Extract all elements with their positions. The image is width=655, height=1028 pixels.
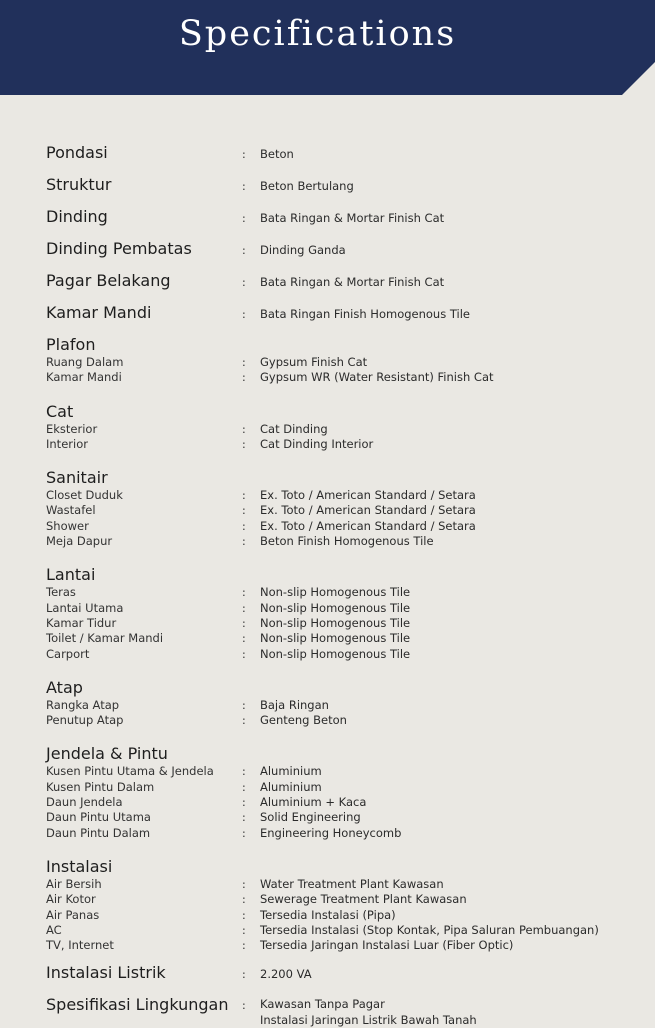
spec-sub-label: Toilet / Kamar Mandi [46,631,164,646]
spec-value: Cat Dinding Interior [260,436,374,451]
page-title: Specifications [178,14,457,54]
group-title: Instalasi [46,856,113,876]
spec-value: Solid Engineering [260,810,361,825]
spec-row-struktur [46,175,626,207]
separator: : [242,308,246,321]
spec-value: Genteng Beton [260,713,347,728]
spec-sub-row [46,908,626,923]
spec-sub-row [46,488,626,503]
spec-sub-label: Kusen Pintu Dalam [46,779,155,794]
spec-label: Pondasi [46,143,108,162]
separator: : [242,586,246,600]
separator: : [242,276,246,289]
spec-sub-row [46,601,626,616]
spec-row-spesifikasi-lingkungan [46,995,626,1027]
spec-value: Kawasan Tanpa Pagar [260,997,385,1012]
spec-sub-row [46,795,626,810]
spec-sub-row [46,826,626,841]
separator: : [242,244,246,257]
separator: : [242,698,246,712]
separator: : [242,968,246,982]
spec-sub-label: Teras [46,585,76,600]
spec-sub-label: Penutup Atap [46,713,124,728]
spec-sub-label: Kusen Pintu Utama & Jendela [46,764,214,779]
spec-value: Aluminium [260,779,322,794]
spec-sub-row [46,355,626,370]
separator: : [242,422,246,436]
spec-value: Beton [260,147,294,161]
spec-sub-label: Air Bersih [46,876,102,891]
group-title: Atap [46,677,83,697]
spec-sub-label: Kamar Tidur [46,615,117,630]
spec-values [260,995,477,1028]
separator: : [242,504,246,518]
spec-value: Non-slip Homogenous Tile [260,631,411,646]
spec-value: Tersedia Instalasi (Pipa) [260,907,396,922]
spec-value: Tersedia Instalasi (Stop Kontak, Pipa Saluran Pembuangan) [260,922,599,937]
separator: : [242,939,246,953]
spec-label: Kamar Mandi [46,303,152,322]
spec-value: Non-slip Homogenous Tile [260,600,411,615]
spec-sub-row [46,810,626,825]
separator: : [242,796,246,810]
separator: : [242,811,246,825]
group-title: Plafon [46,335,96,354]
spec-sub-row [46,616,626,631]
spec-sub-label: Ruang Dalam [46,355,124,369]
spec-sub-label: Kamar Mandi [46,370,122,385]
spec-value: Bata Ringan & Mortar Finish Cat [260,275,445,289]
spec-sub-row [46,422,626,437]
separator: : [242,148,246,161]
spec-sub-label: TV, Internet [46,938,114,953]
separator: : [242,714,246,728]
spec-value: Gypsum WR (Water Resistant) Finish Cat [260,370,494,385]
separator: : [242,765,246,779]
spec-group-instalasi [46,857,626,953]
spec-row-pondasi [46,143,626,175]
separator: : [242,826,246,840]
separator: : [242,437,246,451]
separator: : [242,908,246,922]
spec-value: Dinding Ganda [260,243,346,257]
separator: : [242,877,246,891]
separator: : [242,780,246,794]
spec-group-lantai [46,565,626,661]
spec-value: Ex. Toto / American Standard / Setara [260,503,476,518]
spec-row-pagar-belakang [46,271,626,303]
spec-sub-row [46,585,626,600]
separator: : [242,535,246,549]
spec-value: Instalasi Jaringan Listrik Bawah Tanah [260,1012,477,1027]
separator: : [242,519,246,533]
spec-label: Pagar Belakang [46,271,171,290]
spec-label: Spesifikasi Lingkungan [46,995,229,1015]
spec-sub-label: Meja Dapur [46,534,113,549]
spec-sub-row [46,503,626,518]
spec-sub-row [46,631,626,646]
separator: : [242,999,246,1013]
spec-sub-label: Daun Jendela [46,795,123,810]
spec-value: Non-slip Homogenous Tile [260,646,411,661]
separator: : [242,371,246,385]
separator: : [242,489,246,503]
spec-value: Engineering Honeycomb [260,825,402,840]
spec-sub-row [46,534,626,549]
spec-sub-label: Air Kotor [46,892,96,907]
separator: : [242,212,246,225]
spec-sub-label: Daun Pintu Dalam [46,825,151,840]
separator: : [242,601,246,615]
spec-label: Instalasi Listrik [46,963,166,983]
spec-group-sanitair [46,468,626,549]
separator: : [242,647,246,661]
spec-row-dinding [46,207,626,239]
spec-sub-label: Lantai Utama [46,600,124,615]
spec-value: Ex. Toto / American Standard / Setara [260,488,476,503]
spec-value: Bata Ringan & Mortar Finish Cat [260,211,445,225]
specifications-list [46,143,626,1027]
spec-group-jendela-pintu [46,744,626,840]
spec-value: Non-slip Homogenous Tile [260,615,411,630]
spec-row-instalasi-listrik [46,963,626,995]
spec-sub-row [46,698,626,713]
spec-value: Aluminium [260,764,322,779]
spec-sub-label: Wastafel [46,503,96,518]
group-title: Jendela & Pintu [46,744,168,764]
spec-group-atap [46,678,626,729]
spec-group-plafon [46,335,626,386]
separator: : [242,616,246,630]
separator: : [242,632,246,646]
spec-value: Gypsum Finish Cat [260,355,368,369]
spec-value: Baja Ringan [260,697,329,712]
spec-label: Dinding [46,207,108,226]
spec-sub-label: Carport [46,646,90,661]
spec-label: Dinding Pembatas [46,239,192,258]
spec-sub-row [46,923,626,938]
spec-sub-row [46,892,626,907]
spec-sub-label: AC [46,922,62,937]
spec-sub-row [46,764,626,779]
spec-value: Beton Bertulang [260,179,354,193]
spec-row-kamar-mandi [46,303,626,335]
spec-value: Cat Dinding [260,421,328,436]
separator: : [242,893,246,907]
spec-value: Water Treatment Plant Kawasan [260,876,444,891]
spec-value: Sewerage Treatment Plant Kawasan [260,892,467,907]
group-title: Lantai [46,565,96,585]
spec-value: 2.200 VA [260,967,312,982]
spec-sub-label: Closet Duduk [46,488,123,503]
spec-value: Ex. Toto / American Standard / Setara [260,518,476,533]
spec-group-cat [46,402,626,453]
group-title: Cat [46,401,74,421]
spec-sub-label: Interior [46,436,88,451]
group-title: Sanitair [46,468,108,488]
spec-sub-row [46,647,626,662]
spec-value: Tersedia Jaringan Instalasi Luar (Fiber Optic) [260,938,514,953]
spec-row-dinding-pembatas [46,239,626,271]
separator: : [242,180,246,193]
spec-sub-row [46,370,626,385]
separator: : [242,356,246,369]
spec-value: Beton Finish Homogenous Tile [260,534,434,549]
spec-sub-label: Shower [46,518,89,533]
spec-label: Struktur [46,175,112,194]
separator: : [242,923,246,937]
spec-sub-row [46,519,626,534]
spec-value: Bata Ringan Finish Homogenous Tile [260,307,470,321]
spec-value: Aluminium + Kaca [260,795,367,810]
spec-sub-label: Air Panas [46,907,100,922]
spec-sub-row [46,938,626,953]
spec-value: Non-slip Homogenous Tile [260,585,411,600]
spec-sub-row [46,780,626,795]
spec-sub-row [46,437,626,452]
spec-sub-label: Rangka Atap [46,697,120,712]
spec-sub-label: Eksterior [46,421,98,436]
spec-sub-row [46,713,626,728]
spec-sub-label: Daun Pintu Utama [46,810,151,825]
spec-sub-row [46,877,626,892]
